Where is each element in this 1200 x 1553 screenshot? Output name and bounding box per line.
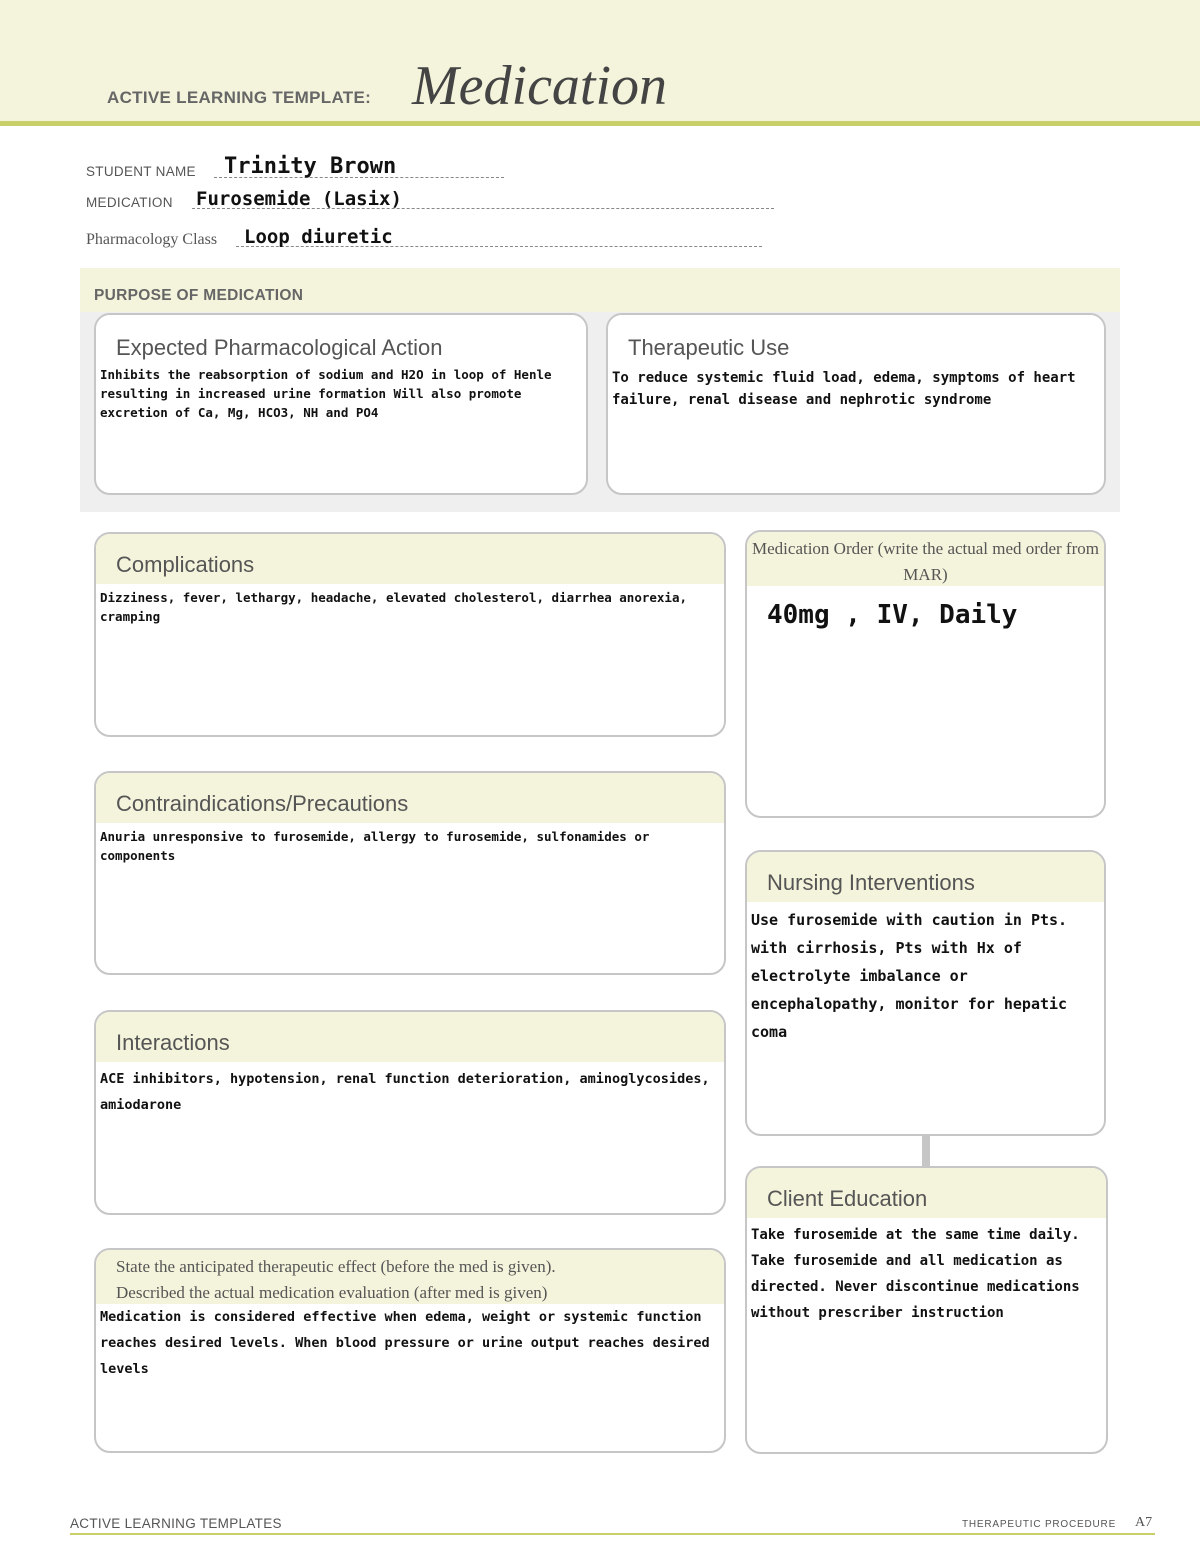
- student-name-label: STUDENT NAME: [86, 164, 196, 179]
- medication-order-box: [745, 530, 1106, 818]
- pharm-class-row: [86, 231, 217, 249]
- medication-order-text[interactable]: 40mg , IV, Daily: [767, 600, 1018, 630]
- student-name-row: [86, 163, 196, 181]
- complications-box: [94, 532, 726, 737]
- nursing-interventions-text[interactable]: Use furosemide with caution in Pts. with cirrhosis, Pts with Hx of electrolyte imbalance or encephalopathy, monitor for hepatic coma: [751, 911, 1068, 1041]
- interactions-text[interactable]: ACE inhibitors, hypotension, renal function deterioration, aminoglycosides, amiodarone: [100, 1071, 710, 1113]
- therapeutic-use-title: Therapeutic Use: [628, 335, 790, 360]
- evaluation-title-line2: Described the actual medication evaluation (after med is given): [116, 1283, 548, 1302]
- pharm-class-field[interactable]: Loop diuretic: [244, 226, 393, 248]
- therapeutic-use-box: [606, 313, 1106, 495]
- interactions-title: Interactions: [116, 1030, 230, 1055]
- nursing-interventions-box: [745, 850, 1106, 1136]
- evaluation-text[interactable]: Medication is considered effective when edema, weight or systemic function reaches desired levels. When blood pressure or urine output reaches desired levels: [100, 1309, 710, 1377]
- evaluation-box: [94, 1248, 726, 1453]
- header-rule: [0, 121, 1200, 126]
- therapeutic-use-text[interactable]: To reduce systemic fluid load, edema, symptoms of heart failure, renal disease and nephrotic syndrome: [612, 370, 1076, 408]
- contraindications-text[interactable]: Anuria unresponsive to furosemide, allergy to furosemide, sulfonamides or components: [100, 829, 650, 863]
- medication-field[interactable]: Furosemide (Lasix): [196, 188, 402, 210]
- medication-order-title: Medication Order (write the actual med order from MAR): [752, 539, 1099, 584]
- evaluation-title-line1: State the anticipated therapeutic effect (before the med is given).: [116, 1257, 556, 1276]
- complications-text[interactable]: Dizziness, fever, lethargy, headache, elevated cholesterol, diarrhea anorexia, cramping: [100, 590, 687, 624]
- footer-left: ACTIVE LEARNING TEMPLATES: [70, 1516, 282, 1531]
- expected-action-title: Expected Pharmacological Action: [116, 335, 443, 360]
- medication-label: MEDICATION: [86, 195, 173, 210]
- nursing-interventions-title: Nursing Interventions: [767, 870, 975, 895]
- expected-action-box: [94, 313, 588, 495]
- footer-right: THERAPEUTIC PROCEDURE: [962, 1519, 1117, 1530]
- client-education-title: Client Education: [767, 1186, 928, 1211]
- template-label: ACTIVE LEARNING TEMPLATE:: [107, 88, 372, 107]
- contraindications-box: [94, 771, 726, 975]
- interactions-box: [94, 1010, 726, 1215]
- client-education-text[interactable]: Take furosemide at the same time daily. Take furosemide and all medication as directed. Never discontinue medications without prescriber instruction: [751, 1227, 1080, 1321]
- purpose-label: PURPOSE OF MEDICATION: [94, 287, 304, 304]
- contraindications-title: Contraindications/Precautions: [116, 791, 409, 816]
- client-education-box: [745, 1166, 1108, 1454]
- expected-action-text[interactable]: Inhibits the reabsorption of sodium and H2O in loop of Henle resulting in increased urine formation Will also promote excretion of Ca, Mg, HCO3, NH and PO4: [100, 367, 552, 420]
- student-name-field[interactable]: Trinity Brown: [224, 154, 397, 179]
- page-title: Medication: [412, 55, 668, 117]
- complications-title: Complications: [116, 552, 255, 577]
- medication-row: [86, 194, 173, 212]
- box-connector: [922, 1136, 930, 1166]
- page-number: A7: [1135, 1515, 1153, 1530]
- pharm-class-label: Pharmacology Class: [86, 231, 218, 248]
- footer-rule: [70, 1533, 1155, 1535]
